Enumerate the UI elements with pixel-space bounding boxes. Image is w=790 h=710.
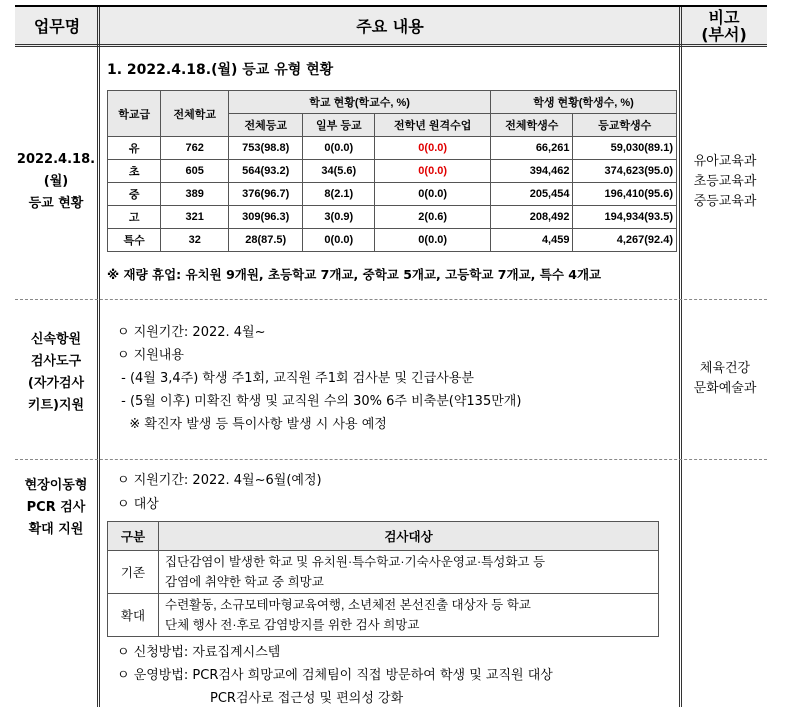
cell-full: 28(87.5)	[229, 229, 303, 252]
cell-remote: 0(0.0)	[375, 160, 491, 183]
th-attending: 등교학생수	[573, 114, 677, 137]
section3-operate-line2: PCR검사로 접근성 및 편의성 강화	[210, 691, 404, 706]
section3-label	[15, 475, 97, 541]
header-note-line1: 비고	[708, 7, 740, 27]
th-target: 검사대상	[159, 522, 659, 551]
cell-attending: 194,934(93.5)	[573, 206, 677, 229]
section1-title: 1. 2022.4.18.(월) 등교 유형 현황	[107, 62, 334, 78]
note-line: 문화예술과	[693, 381, 757, 396]
cell-attending: 196,410(95.6)	[573, 183, 677, 206]
label-line: 현장이동형	[24, 478, 88, 493]
cell-attending: 59,030(89.1)	[573, 137, 677, 160]
label-line: 검사도구	[30, 354, 82, 369]
label-line: (자가검사	[27, 376, 85, 391]
divider-row1	[15, 299, 767, 300]
cell-students: 208,492	[491, 206, 573, 229]
note-line: 체육건강	[699, 361, 751, 376]
cell-level: 특수	[108, 229, 161, 252]
report-frame	[15, 5, 767, 707]
target-table	[107, 521, 659, 637]
cell-partial: 0(0.0)	[303, 229, 375, 252]
th-total-schools: 전체학교	[161, 91, 229, 137]
section3-period: ㅇ 지원기간: 2022. 4월~6월(예정)	[117, 473, 322, 488]
label-line: 확대 지원	[28, 522, 84, 537]
section2-note	[682, 359, 768, 399]
header-task: 업무명	[15, 7, 99, 47]
note-line: 중등교육과	[693, 194, 757, 209]
body-line: ㅇ 지원기간: 2022. 4월~	[117, 325, 266, 340]
section1-footnote: ※ 재량 휴업: 유치원 9개원, 초등학교 7개교, 중학교 5개교, 고등학교 7개교, 특수 4개교	[107, 267, 602, 282]
target-line: 수련활동, 소규모테마형교육여행, 소년체전 본선진출 대상자 등 학교	[165, 598, 531, 612]
header-content: 주요 내용	[99, 7, 681, 47]
section1-label-line2: 등교 현황	[28, 196, 84, 211]
section1-label	[15, 149, 97, 215]
cell-full: 309(96.3)	[229, 206, 303, 229]
cell-students: 66,261	[491, 137, 573, 160]
cell-level: 중	[108, 183, 161, 206]
th-type: 구분	[108, 522, 159, 551]
note-line: 초등교육과	[693, 174, 757, 189]
cell-attending: 4,267(92.4)	[573, 229, 677, 252]
label-line: PCR 검사	[26, 500, 86, 515]
cell-remote: 2(0.6)	[375, 206, 491, 229]
section1-note	[682, 152, 768, 212]
divider-row2	[15, 459, 767, 460]
table-row	[108, 551, 659, 594]
target-line: 집단감염이 발생한 학교 및 유치원·특수학교·기숙사운영교·특성화고 등	[165, 555, 546, 569]
th-total-students: 전체학생수	[491, 114, 573, 137]
cell-full: 376(96.7)	[229, 183, 303, 206]
header-note	[681, 7, 767, 47]
cell-students: 205,454	[491, 183, 573, 206]
cell-type: 확대	[108, 594, 159, 637]
target-line: 감염에 취약한 학교 중 희망교	[165, 575, 324, 589]
th-full: 전체등교	[229, 114, 303, 137]
cell-students: 394,462	[491, 160, 573, 183]
cell-target	[159, 594, 659, 637]
header-note-line2: (부서)	[701, 24, 747, 44]
table-row	[108, 206, 677, 229]
body-line: - (4월 3,4주) 학생 주1회, 교직원 주1회 검사분 및 긴급사용분	[117, 371, 474, 386]
note-line: 유아교육과	[693, 154, 757, 169]
section3-apply: ㅇ 신청방법: 자료집계시스템	[117, 645, 281, 660]
cell-level: 고	[108, 206, 161, 229]
cell-remote: 0(0.0)	[375, 229, 491, 252]
cell-total: 762	[161, 137, 229, 160]
divider-note	[679, 7, 682, 707]
cell-total: 32	[161, 229, 229, 252]
cell-full: 564(93.2)	[229, 160, 303, 183]
cell-total: 605	[161, 160, 229, 183]
cell-total: 321	[161, 206, 229, 229]
cell-level: 유	[108, 137, 161, 160]
body-line: - (5월 이후) 미확진 학생 및 교직원 수의 30% 6주 비축분(약135만개)	[117, 394, 522, 409]
cell-remote: 0(0.0)	[375, 183, 491, 206]
cell-partial: 8(2.1)	[303, 183, 375, 206]
cell-students: 4,459	[491, 229, 573, 252]
target-line: 단체 행사 전·후로 감염방지를 위한 검사 희망교	[165, 618, 420, 632]
cell-attending: 374,623(95.0)	[573, 160, 677, 183]
section2-body	[117, 321, 521, 436]
section1-label-line1: 2022.4.18.(월)	[16, 152, 96, 189]
table-row	[108, 229, 677, 252]
cell-partial: 3(0.9)	[303, 206, 375, 229]
cell-type: 기존	[108, 551, 159, 594]
th-remote: 전학년 원격수업	[375, 114, 491, 137]
section3-operate-line1: ㅇ 운영방법: PCR검사 희망교에 검체팀이 직접 방문하여 학생 및 교직원 대상	[117, 668, 553, 683]
divider-label	[97, 7, 100, 707]
section2-label	[15, 329, 97, 417]
cell-level: 초	[108, 160, 161, 183]
th-student-status: 학생 현황(학생수, %)	[491, 91, 677, 114]
th-school-status: 학교 현황(학교수, %)	[229, 91, 491, 114]
cell-remote: 0(0.0)	[375, 137, 491, 160]
table-row	[108, 137, 677, 160]
cell-target	[159, 551, 659, 594]
table-row	[108, 183, 677, 206]
body-line: ※ 확진자 발생 등 특이사항 발생 시 사용 예정	[117, 417, 387, 432]
section3-target-title: ㅇ 대상	[117, 497, 159, 512]
table-row	[108, 594, 659, 637]
cell-partial: 0(0.0)	[303, 137, 375, 160]
table-row	[108, 160, 677, 183]
cell-total: 389	[161, 183, 229, 206]
th-level: 학교급	[108, 91, 161, 137]
cell-full: 753(98.8)	[229, 137, 303, 160]
label-line: 신속항원	[30, 332, 82, 347]
label-line: 키트)지원	[27, 398, 85, 413]
body-line: ㅇ 지원내용	[117, 348, 184, 363]
cell-partial: 34(5.6)	[303, 160, 375, 183]
status-table	[107, 90, 677, 252]
th-partial: 일부 등교	[303, 114, 375, 137]
